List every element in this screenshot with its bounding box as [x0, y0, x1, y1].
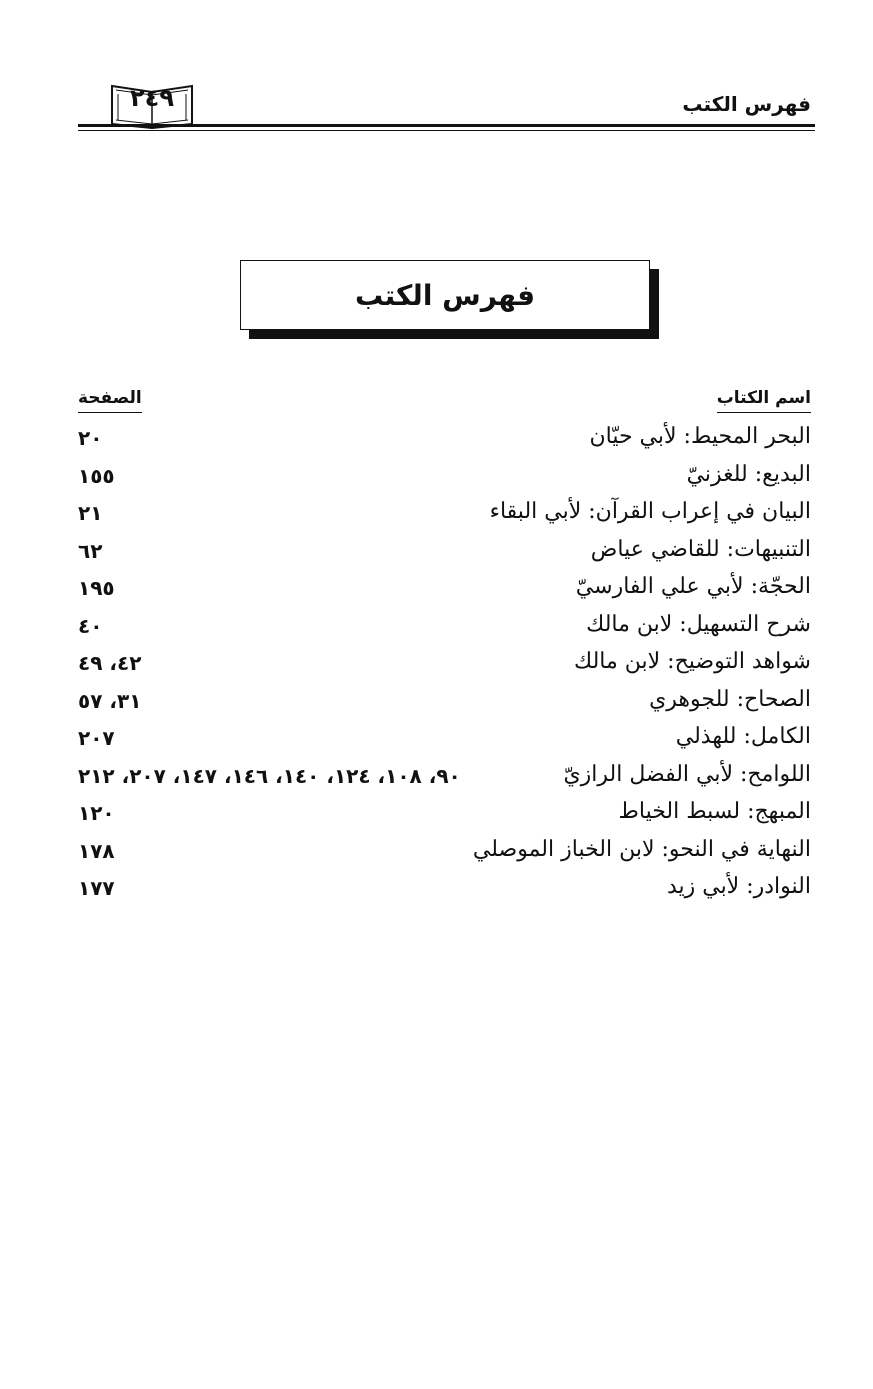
index-row	[78, 799, 811, 837]
book-title: الصحاح: للجوهري	[649, 686, 811, 712]
page-refs: ٤٠	[78, 613, 103, 638]
index-row	[78, 612, 811, 650]
section-title-box	[240, 260, 650, 330]
book-title: الحجّة: لأبي علي الفارسيّ	[575, 574, 811, 599]
page-refs: ٣١، ٥٧	[78, 688, 142, 713]
book-title: البيان في إعراب القرآن: لأبي البقاء	[489, 499, 811, 524]
books-index-list	[78, 424, 811, 912]
running-title: فهرس الكتب	[682, 92, 811, 116]
book-title: التنبيهات: للقاضي عياض	[590, 536, 811, 562]
column-header-page: الصفحة	[78, 388, 142, 413]
page-refs: ١٢٠	[78, 801, 115, 825]
page-refs: ١٥٥	[78, 463, 115, 488]
index-row	[78, 424, 811, 462]
section-title: فهرس الكتب	[354, 279, 536, 312]
book-title: النوادر: لأبي زيد	[666, 874, 811, 899]
page-refs: ١٩٥	[78, 576, 115, 600]
index-row	[78, 462, 811, 500]
book-title: شواهد التوضيح: لابن مالك	[574, 649, 811, 674]
index-row	[78, 837, 811, 875]
index-row	[78, 687, 811, 725]
book-title: اللوامح: لأبي الفضل الرازيّ	[563, 761, 811, 787]
book-title: النهاية في النحو: لابن الخباز الموصلي	[472, 836, 811, 862]
index-row	[78, 574, 811, 612]
index-row	[78, 762, 811, 800]
book-title: البديع: للغزنيّ	[686, 461, 811, 487]
index-row	[78, 499, 811, 537]
page-refs: ٢١	[78, 501, 103, 525]
index-row	[78, 724, 811, 762]
header-rule-thin	[78, 130, 815, 131]
page-refs: ٦٢	[78, 538, 103, 563]
index-row	[78, 649, 811, 687]
page-number: ٢٤٩	[130, 84, 174, 112]
book-title: شرح التسهيل: لابن مالك	[586, 611, 811, 637]
index-row	[78, 874, 811, 912]
page-refs: ٩٠، ١٠٨، ١٢٤، ١٤٠، ١٤٦، ١٤٧، ٢٠٧، ٢١٢	[78, 763, 461, 788]
book-title: المبهج: لسبط الخياط	[618, 799, 811, 824]
page-refs: ٢٠٧	[78, 726, 115, 750]
page-refs: ١٧٨	[78, 838, 115, 863]
index-row	[78, 537, 811, 575]
page-refs: ٢٠	[78, 426, 103, 450]
page-refs: ١٧٧	[78, 876, 115, 900]
page-refs: ٤٢، ٤٩	[78, 651, 142, 675]
book-title: الكامل: للهذلي	[675, 724, 811, 749]
book-title: البحر المحيط: لأبي حيّان	[589, 424, 811, 449]
column-header-book: اسم الكتاب	[717, 388, 811, 413]
header-rule	[78, 124, 815, 127]
